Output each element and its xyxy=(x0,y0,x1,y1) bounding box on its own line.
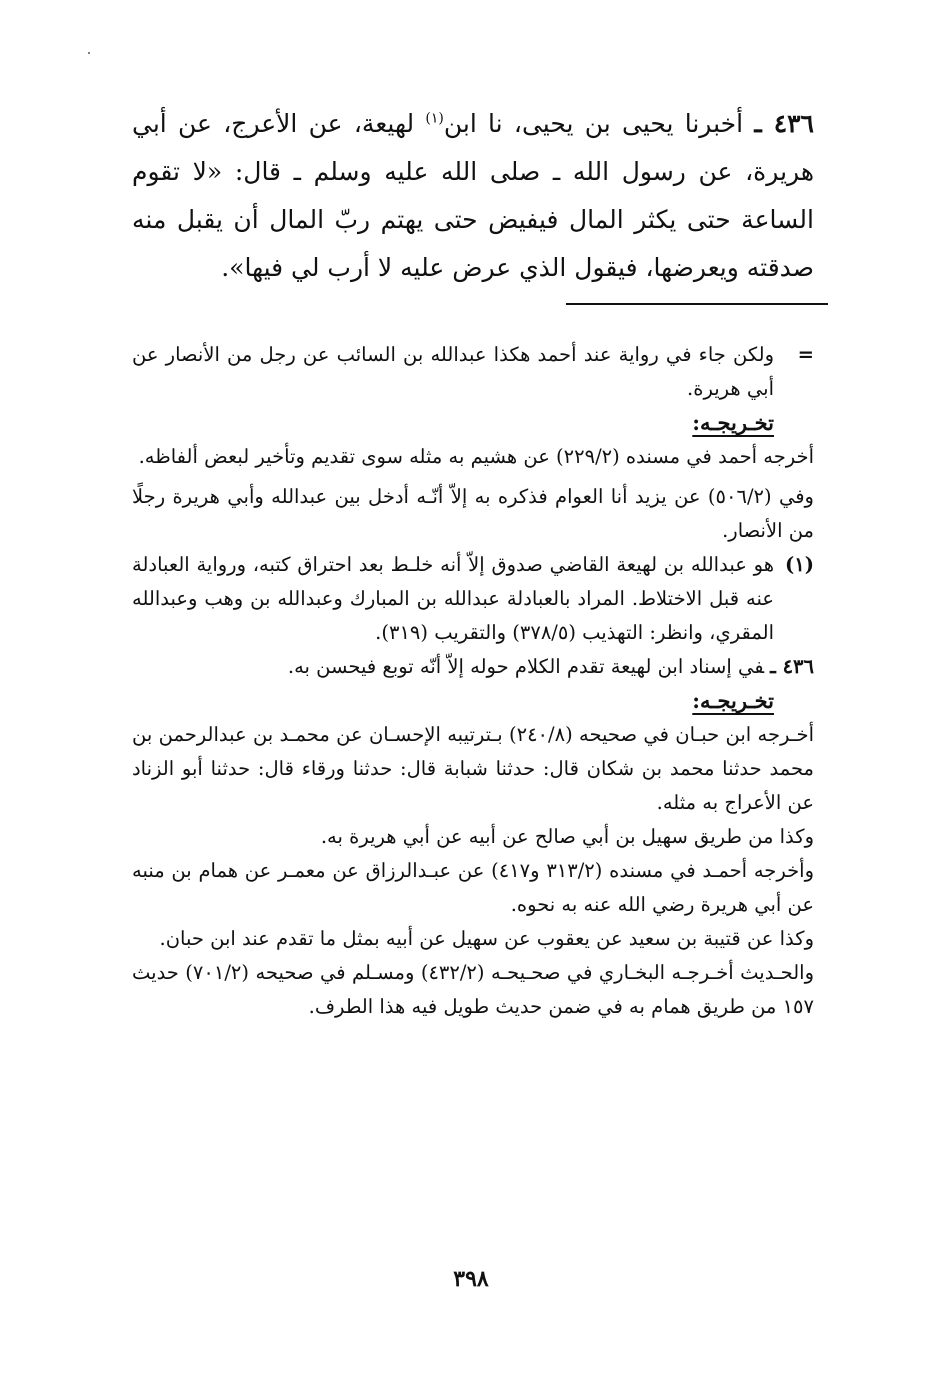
hadith-number: ٤٣٦ ـ xyxy=(754,109,814,138)
footnotes-section xyxy=(132,338,814,1024)
takhrij-2-paragraph-5: والحـديث أخـرجـه البخـاري في صحـيحـه (٤٣٢/٢) ومسـلم في صحيحه (٧٠١/٢) حديث ١٥٧ من طريق همام به في ضمن حديث طويل فيه هذا الطرف. xyxy=(132,961,815,1018)
hadith-436-text: في إسناد ابن لهيعة تقدم الكلام حوله إلاّ أنّه توبع فيحسن به. xyxy=(287,655,765,678)
hadith-text-part1: أخبرنا يحيى بن يحيى، نا ابن xyxy=(443,109,744,138)
page-number: ٣٩٨ xyxy=(453,1266,489,1292)
takhrij-2-paragraph-3: وأخرجه أحمـد في مسنده (٣١٣/٢ و٤١٧) عن عبـدالرزاق عن معمـر عن همام بن منبه عن أبي هريرة رضي الله عنه به نحوه. xyxy=(132,859,814,916)
footnote-1-mark: (١) xyxy=(785,553,814,576)
takhrij-heading-2: تخـريجـه: xyxy=(692,688,774,713)
takhrij-2-paragraph-2: وكذا من طريق سهيل بن أبي صالح عن أبيه عن أبي هريرة به. xyxy=(320,825,814,848)
continuation-note xyxy=(132,338,814,406)
main-hadith-text xyxy=(132,100,814,292)
takhrij-1-paragraph-2: وفي (٥٠٦/٢) عن يزيد أنا العوام فذكره به إلاّ أنّـه أدخل بين عبدالله وأبي هريرة رجلًا من الأنصار. xyxy=(132,485,814,542)
hadith-text-part2: لهيعة، عن الأعرج، عن أبي هريرة، عن رسول الله ـ صلى الله عليه وسلم ـ قال: «لا تقوم الساعة حتى يكثر المال فيفيض حتى يهتم ربّ المال أن يقبل منه صدقته ويعرضها، فيقول الذي عرض عليه لا أرب لي فيها». xyxy=(132,109,814,282)
takhrij-1-paragraph-1: أخرجه أحمد في مسنده (٢٢٩/٢) عن هشيم به مثله سوى تقديم وتأخير لبعض ألفاظه. xyxy=(138,445,814,468)
continuation-text: ولكن جاء في رواية عند أحمد هكذا عبدالله بن السائب عن رجل من الأنصار عن أبي هريرة. xyxy=(132,343,774,400)
continuation-mark: = xyxy=(797,343,814,366)
hadith-436-note xyxy=(132,650,814,684)
footnote-separator-line xyxy=(566,303,828,305)
hadith-436-mark: ٤٣٦ ـ xyxy=(770,655,814,678)
takhrij-heading-1: تخـريجـه: xyxy=(692,410,774,435)
takhrij-2-paragraph-1: أخـرجه ابن حبـان في صحيحه (٢٤٠/٨) بـترتيبه الإحسـان عن محمـد بن عبدالرحمن بن محمد حدثنا محمد بن شكان قال: حدثنا شبابة قال: حدثنا ورقاء قال: حدثنا أبو الزناد عن الأعراج به مثله. xyxy=(132,723,814,814)
takhrij-2-paragraph-4: وكذا عن قتيبة بن سعيد عن يعقوب عن سهيل عن أبيه بمثل ما تقدم عند ابن حبان. xyxy=(159,927,814,950)
footnote-1-text: هو عبدالله بن لهيعة القاضي صدوق إلاّ أنه خلـط بعد احتراق كتبه، ورواية العبادلة عنه قبل الاختلاط. المراد بالعبادلة عبدالله بن المبارك وعبدالله بن وهب وعبدالله المقري، وانظر: التهذيب (٣٧٨/٥) والتقريب (٣١٩). xyxy=(132,553,774,644)
footnote-1 xyxy=(132,548,814,650)
scan-speck xyxy=(88,52,90,54)
footnote-reference: (١) xyxy=(425,110,444,127)
